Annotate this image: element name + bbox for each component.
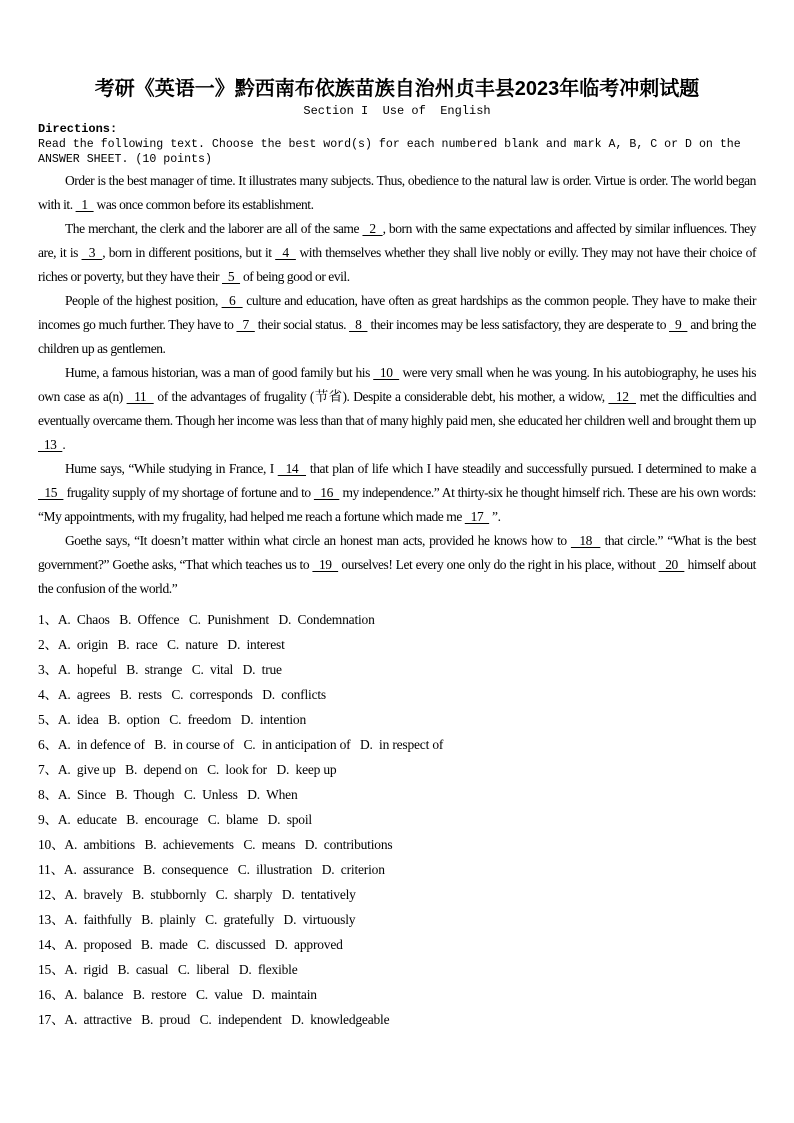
- passage-paragraph: The merchant, the clerk and the laborer are all of the same 2 , born with the same expectations and affected by similar influences. They are, it is 3 , born in different positions, but it 4 with themselves whether they shall live nobly or evilly. They may not have their choice of riches or poverty, but they have their 5 of being good or evil.: [38, 221, 756, 284]
- directions-line: ANSWER SHEET. (10 points): [38, 153, 212, 166]
- passage-paragraph: Goethe says, “It doesn’t matter within what circle an honest man acts, provided he knows how to 18 that circle.” “What is the best government?” Goethe asks, “That which teaches us to 19 ourselves! Let every one only do the right in his place, without 20 himself about the confusion of the world.”: [38, 533, 756, 596]
- questions-list: [38, 607, 756, 1032]
- passage-paragraph: People of the highest position, 6 culture and education, have often as great hardships as the common people. They have to make their incomes go much further. They have to 7 their social status. 8 their incomes may be less satisfactory, they are desperate to 9 and bring the children up as gentlemen.: [38, 293, 756, 356]
- passage-paragraph: Hume, a famous historian, was a man of good family but his 10 were very small when he was young. In his autobiography, he uses his own case as a(n) 11 of the advantages of frugality (节省). Despite a considerable debt, his mother, a widow, 12 met the difficulties and eventually overcame them. Though her income was less than that of many highly paid men, she educated her children well and brought them up 13 .: [38, 365, 757, 452]
- question-row: 2、A. origin B. race C. nature D. interest: [38, 637, 285, 652]
- cloze-blank: 8: [349, 317, 368, 332]
- cloze-blank: 4: [275, 245, 296, 260]
- cloze-blank: 18: [570, 533, 601, 548]
- cloze-blank: 16: [313, 485, 340, 500]
- question-row: 8、A. Since B. Though C. Unless D. When: [38, 787, 298, 802]
- cloze-blank: 6: [221, 293, 243, 308]
- cloze-blank: 14: [277, 461, 307, 476]
- cloze-blank: 15: [38, 485, 64, 500]
- question-row: 4、A. agrees B. rests C. corresponds D. conflicts: [38, 687, 326, 702]
- question-row: 3、A. hopeful B. strange C. vital D. true: [38, 662, 282, 677]
- question-row: 7、A. give up B. depend on C. look for D. keep up: [38, 762, 337, 777]
- directions-line: Read the following text. Choose the best word(s) for each numbered blank and mark A, B, C or D on the: [38, 138, 741, 151]
- directions-label: Directions:: [38, 122, 118, 136]
- cloze-blank: 7: [236, 317, 255, 332]
- cloze-blank: 2: [362, 221, 383, 236]
- cloze-blank: 17: [464, 509, 490, 524]
- cloze-blank: 12: [608, 389, 637, 404]
- question-row: 9、A. educate B. encourage C. blame D. spoil: [38, 812, 312, 827]
- question-row: 11、A. assurance B. consequence C. illustration D. criterion: [38, 862, 385, 877]
- question-row: 16、A. balance B. restore C. value D. maintain: [38, 987, 317, 1002]
- passage-paragraph: Order is the best manager of time. It illustrates many subjects. Thus, obedience to the natural law is order. Virtue is order. The world began with it. 1 was once common before its establishment.: [38, 173, 756, 212]
- cloze-passage: [38, 169, 756, 601]
- passage-paragraph: Hume says, “While studying in France, I 14 that plan of life which I have steadily and successfully pursued. I determined to make a 15 frugality supply of my shortage of fortune and to 16 my independence.” At thirty-six he thought himself rich. These are his own words: “My appointments, with my frugality, had helped me reach a fortune which made me 17 ”.: [38, 461, 757, 524]
- section-heading: Section I Use of English: [303, 104, 491, 118]
- question-row: 1、A. Chaos B. Offence C. Punishment D. Condemnation: [38, 612, 375, 627]
- cloze-blank: 20: [658, 557, 685, 572]
- directions-lines: [38, 137, 756, 167]
- question-row: 5、A. idea B. option C. freedom D. intention: [38, 712, 306, 727]
- question-row: 10、A. ambitions B. achievements C. means D. contributions: [38, 837, 393, 852]
- question-row: 14、A. proposed B. made C. discussed D. approved: [38, 937, 343, 952]
- cloze-blank: 9: [669, 317, 688, 332]
- question-row: 12、A. bravely B. stubbornly C. sharply D. tentatively: [38, 887, 356, 902]
- question-row: 15、A. rigid B. casual C. liberal D. flexible: [38, 962, 298, 977]
- question-row: 13、A. faithfully B. plainly C. gratefully D. virtuously: [38, 912, 356, 927]
- cloze-blank: 11: [126, 389, 154, 404]
- directions-block: [38, 122, 756, 167]
- question-row: 17、A. attractive B. proud C. independent D. knowledgeable: [38, 1012, 390, 1027]
- cloze-blank: 5: [222, 269, 241, 284]
- exam-title: 考研《英语一》黔西南布依族苗族自治州贞丰县2023年临考冲刺试题: [94, 78, 700, 100]
- cloze-blank: 10: [373, 365, 400, 380]
- cloze-blank: 19: [312, 557, 339, 572]
- cloze-blank: 13: [38, 437, 63, 452]
- cloze-blank: 3: [81, 245, 103, 260]
- question-row: 6、A. in defence of B. in course of C. in anticipation of D. in respect of: [38, 737, 444, 752]
- cloze-blank: 1: [75, 197, 94, 212]
